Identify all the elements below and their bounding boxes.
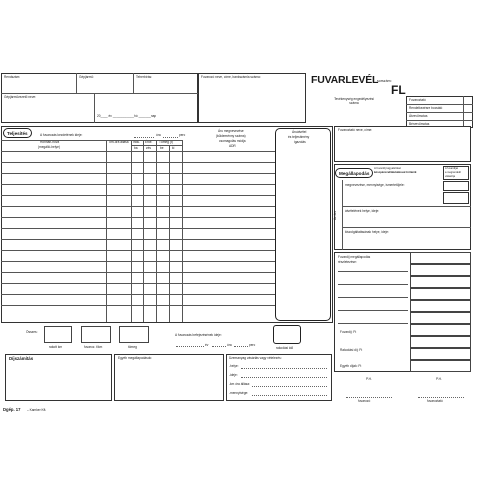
megnevezese-label: megnevezése, mennyisége, ismertetőjele: — [345, 183, 405, 187]
table-row — [1, 228, 275, 229]
dij-field-7[interactable] — [410, 324, 471, 336]
aru-header-3: csomagolás módja — [219, 139, 246, 143]
table-row — [1, 173, 275, 174]
kiszolgaltatasanak-label: kiszolgáltatásának helye, ideje: — [345, 230, 389, 234]
befejezes-label: A fuvarozás befejezésének ideje: — [175, 333, 222, 337]
megallapodas-pill: Megállapodás — [335, 168, 373, 178]
fuvardij-ft-label: Fuvardíj: Ft — [340, 330, 357, 334]
megallapodas-small2: a megrendelő — [445, 171, 461, 174]
table-row — [1, 305, 275, 306]
table-row — [1, 261, 275, 262]
uzemanyag-ideje: -ideje: — [229, 373, 238, 377]
ph-1: P.H. — [366, 377, 372, 381]
tevekenyseg-label: Tevékenység engedélyezési száma — [334, 97, 374, 105]
fuvarozo-signature-label: fuvarozó — [358, 399, 371, 403]
indu-header: Indu. — [133, 140, 141, 144]
dij-field-3[interactable] — [410, 276, 471, 288]
rakott-km-field[interactable] — [44, 326, 72, 343]
fuvaroz-tkm-label: fuvaroz. t/km — [84, 345, 103, 349]
role-row-2: Rendelkezésre bocsátó — [409, 106, 443, 110]
gepjarmuvezeto-label: Gépjárművezető neve: — [4, 95, 37, 99]
aru-header-2: (küldeménny száma) — [216, 134, 246, 138]
date-line: 20____ év ____________hó _______nap — [97, 114, 157, 118]
megallapodas-txt2: készpénzzel/átutalással történik — [374, 170, 417, 174]
osszes-label: Összes: — [26, 330, 38, 334]
tomeg-field[interactable] — [119, 326, 149, 343]
megallapodas-txt1: A fuvardíj tágyalt/ókat — [374, 166, 401, 170]
atvetelenek-label: átvételének helye, ideje: — [345, 209, 380, 213]
rakodasi-ido-label: rakodási idő — [276, 346, 294, 350]
kezdetenek-label: A fuvarozás kezdetének ideje: — [40, 133, 83, 137]
megallapodas-small1: A fuvardíjat — [445, 167, 458, 170]
table-row — [1, 239, 275, 240]
arualvetel-2: és teljesítmény — [288, 135, 310, 139]
fuvaroztato-neve-label: Fuvaroztató neve, címe: — [338, 128, 373, 132]
rakodasi-dij-label: Rakodási díj: Ft — [340, 348, 363, 352]
dij-field-2[interactable] — [410, 264, 471, 276]
egyeb-megall-box — [114, 354, 224, 401]
table-row — [1, 217, 275, 218]
megallapodas-small3: választja — [445, 175, 456, 178]
dij-field-10[interactable] — [410, 360, 471, 372]
arualvetel-3: igazolás — [294, 140, 306, 144]
table-row — [1, 162, 275, 163]
dij-field-8[interactable] — [410, 336, 471, 348]
table-row — [1, 283, 275, 284]
sub-header-1: ba — [134, 146, 138, 150]
dijszamitas-label: Díjszámítás — [9, 356, 34, 361]
befejezes-ev: év — [205, 343, 209, 347]
uzemanyag-mennyiseg: -mennyisége: — [229, 391, 249, 395]
table-row — [1, 184, 275, 185]
fuvaroz-tkm-field[interactable] — [81, 326, 111, 343]
uzemanyag-helye: -helye: — [229, 364, 239, 368]
page-title: FUVARLEVÉL — [311, 74, 379, 86]
sub-header-3: be — [160, 146, 164, 150]
gepjarmu-label: Gépjármű: — [79, 75, 94, 79]
rakodasi-ido-box[interactable] — [273, 325, 301, 344]
form-code: Dgép. 17 — [3, 407, 21, 412]
fuvarozo-block — [198, 73, 306, 123]
honnan-header: Honnan-hová — [40, 140, 60, 144]
role-row-1: Fuvaroztató — [409, 98, 426, 102]
km-ora-header: km-óra állása — [109, 140, 129, 144]
table-row — [1, 272, 275, 273]
fuvarozo-neve-label: Fuvarozó neve, címe, bankszámla száma: — [201, 75, 261, 79]
teljesites-pill: Teljesítés — [3, 128, 32, 138]
befejezes-ora: óra — [227, 343, 232, 347]
tomeg-label: tömeg — [128, 345, 137, 349]
dij-field-6[interactable] — [410, 312, 471, 324]
kezdetenek-perc: perc — [179, 133, 186, 137]
fuvaroztato-signature-label: fuvaroztató — [427, 399, 443, 403]
kezdetenek-ora: óra — [156, 133, 161, 137]
dij-field-9[interactable] — [410, 348, 471, 360]
sub-header-4: ki — [172, 146, 175, 150]
arualvetel-1: Áruátvétel — [292, 130, 307, 134]
dij-field-5[interactable] — [410, 300, 471, 312]
aru-header-4: ADR — [229, 144, 236, 148]
table-row — [1, 206, 275, 207]
sub-header-2: zés — [146, 146, 151, 150]
table-row — [1, 250, 275, 251]
uzemanyag-km: -km óra állása: — [229, 382, 250, 386]
dij-field-1[interactable] — [410, 252, 471, 264]
erke-header: Érke. — [145, 140, 153, 144]
megallapodas-field-1[interactable] — [443, 181, 469, 191]
fl-code: FL — [391, 83, 406, 97]
az-aru-label: Az áru — [333, 210, 337, 220]
arualvetel-box — [275, 128, 331, 321]
publisher: – Kamker Kft. — [27, 408, 47, 412]
egyeb-megall-label: Egyéb megállapodások: — [118, 356, 153, 360]
teherbiras-label: Teherbírás: — [136, 75, 152, 79]
tonnag-header: Tömeg (t) — [159, 140, 173, 144]
role-row-4: Bérvevőmotas — [409, 122, 430, 126]
table-row — [1, 294, 275, 295]
befejezes-perc: perc — [249, 343, 256, 347]
dij-field-4[interactable] — [410, 288, 471, 300]
rakott-km-label: rakott km — [49, 345, 63, 349]
megallo-header: (megálló-helye) — [38, 145, 60, 149]
fuvardij-megall-label: Fuvardíj megállapodás — [338, 255, 371, 259]
table-row — [1, 195, 275, 196]
megallapodas-field-2[interactable] — [443, 192, 469, 204]
reszletezese-label: részletezése: — [338, 260, 357, 264]
sorszam-label: sorszám: — [377, 79, 392, 83]
uzemanyag-label: Üzemanyag vásárlás vagy vételezés: — [229, 356, 282, 360]
ph-2: P.H. — [436, 377, 442, 381]
role-row-3: Átvevőmotas — [409, 114, 428, 118]
egyeb-dijak-label: Egyéb díjak: Ft — [340, 364, 362, 368]
aru-header-1: Áru megnevezése — [218, 129, 244, 133]
rendszam-label: Rendszám: — [4, 75, 21, 79]
